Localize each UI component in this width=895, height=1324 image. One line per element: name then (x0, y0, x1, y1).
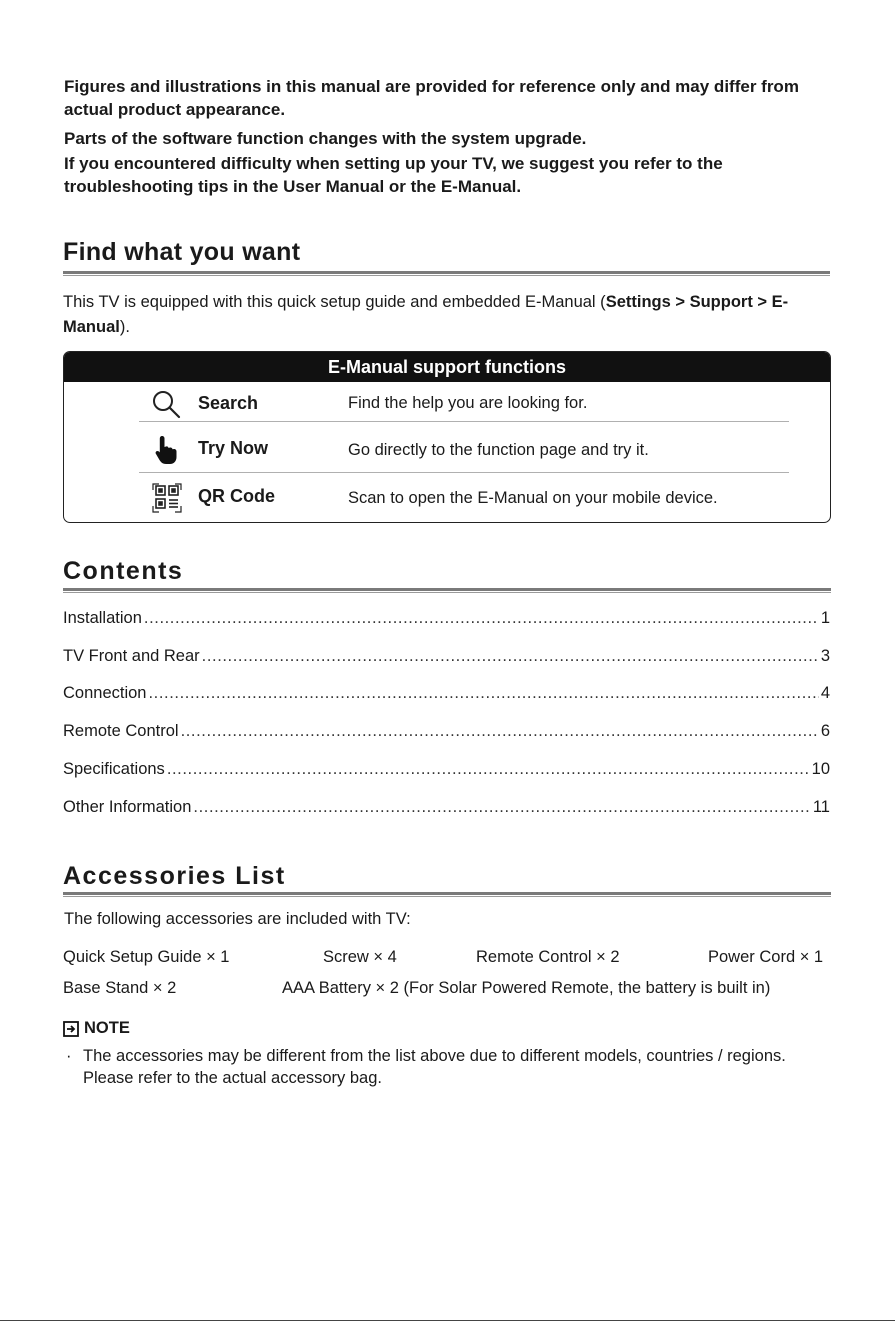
accessory-item: AAA Battery × 2 (For Solar Powered Remote, the battery is built in) (282, 979, 771, 997)
toc-page: 11 (812, 798, 830, 816)
intro-note-troubleshooting: If you encountered difficulty when setting up your TV, we suggest you refer to the troubleshooting tips in the User Manual or the E-Manual. (64, 154, 723, 196)
toc-entry-connection[interactable] (63, 684, 830, 704)
find-heading: Find what you want (63, 238, 301, 266)
emanual-functions-box (63, 351, 831, 523)
toc-leader (167, 760, 810, 779)
function-name: QR Code (198, 486, 276, 506)
find-settings-path: Settings > Support > E-Manual (63, 293, 789, 336)
accessory-item: Screw × 4 (323, 948, 397, 966)
accessory-item: Base Stand × 2 (63, 979, 177, 997)
function-description: Scan to open the E-Manual on your mobile device. (348, 489, 718, 507)
toc-page: 3 (820, 647, 830, 665)
contents-heading: Contents (63, 557, 184, 585)
toc-entry-installation[interactable] (63, 609, 830, 629)
toc-title: TV Front and Rear (63, 647, 200, 665)
contents-heading-rule (63, 588, 831, 593)
toc-entry-other-information[interactable] (63, 798, 830, 818)
toc-leader (202, 647, 819, 666)
pointing-hand-icon (151, 434, 183, 466)
function-description: Find the help you are looking for. (348, 394, 588, 412)
accessory-item: Remote Control × 2 (476, 948, 620, 966)
qr-code-icon (151, 482, 183, 514)
accessories-intro: The following accessories are included with TV: (64, 910, 411, 928)
find-heading-rule (63, 271, 830, 276)
toc-page: 1 (820, 609, 830, 627)
toc-leader (148, 684, 818, 703)
toc-leader (181, 722, 819, 741)
note-label: NOTE (84, 1019, 130, 1037)
find-paragraph (63, 290, 823, 340)
emanual-box-title: E-Manual support functions (64, 352, 830, 382)
toc-title: Specifications (63, 760, 165, 778)
intro-note-software: Parts of the software function changes with the system upgrade. (64, 129, 587, 148)
find-text-start: This TV is equipped with this quick setup guide and embedded E-Manual ( (63, 293, 606, 311)
divider (139, 421, 789, 422)
toc-page: 4 (820, 684, 830, 702)
note-text: The accessories may be different from the list above due to different models, countries / regions. Please refer to the actual accessory bag. (83, 1047, 786, 1087)
accessories-heading: Accessories List (63, 862, 286, 890)
function-row-qr-code (139, 476, 789, 520)
note-icon (63, 1021, 79, 1037)
find-text-end: ). (119, 318, 130, 336)
toc-leader (193, 798, 810, 817)
toc-title: Connection (63, 684, 147, 702)
accessory-item: Power Cord × 1 (708, 948, 824, 966)
function-row-try-now (139, 428, 789, 472)
function-name: Search (198, 393, 259, 413)
function-name: Try Now (198, 438, 269, 458)
intro-note-illustrations: Figures and illustrations in this manual are provided for reference only and may differ from actual product appearance. (64, 77, 799, 119)
magnifier-icon (151, 389, 183, 421)
toc-entry-specifications[interactable] (63, 760, 830, 780)
toc-title: Other Information (63, 798, 192, 816)
page-bottom-rule (0, 1320, 895, 1321)
accessory-item: Quick Setup Guide × 1 (63, 948, 230, 966)
note-bullet: · (66, 1047, 72, 1065)
divider (139, 472, 789, 473)
toc-page: 6 (820, 722, 830, 740)
intro-notes (64, 75, 824, 198)
toc-title: Remote Control (63, 722, 179, 740)
function-description: Go directly to the function page and try it. (348, 441, 649, 459)
accessories-heading-rule (63, 892, 831, 897)
toc-entry-tv-front-rear[interactable] (63, 647, 830, 667)
toc-page: 10 (811, 760, 830, 778)
note-header (63, 1019, 130, 1038)
toc-leader (144, 609, 819, 628)
note-body (66, 1045, 826, 1089)
toc-entry-remote-control[interactable] (63, 722, 830, 742)
toc-title: Installation (63, 609, 142, 627)
